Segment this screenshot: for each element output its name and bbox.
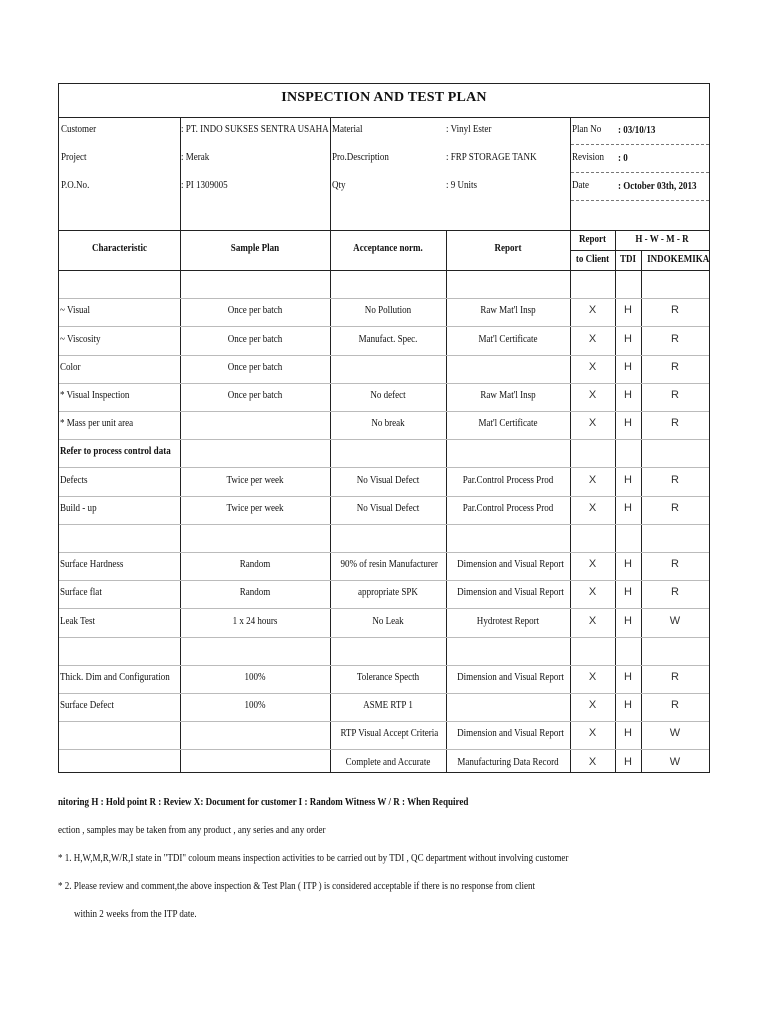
row-tdi: H <box>624 501 632 514</box>
row-indokemika: R <box>671 501 679 514</box>
row-sample-plan: 1 x 24 hours <box>232 614 278 627</box>
row-report: Mat'l Certificate <box>478 332 538 345</box>
row-report: Par.Control Process Prod <box>462 501 554 514</box>
row-characteristic: Surface flat <box>60 586 102 599</box>
row-report-to-client: X <box>588 755 597 768</box>
row-sample-plan: Once per batch <box>227 389 283 401</box>
col-report-client-1: Report <box>578 233 607 245</box>
row-characteristic: * Mass per unit area <box>60 417 134 430</box>
row-tdi: H <box>624 755 632 768</box>
row-sample-plan: 100% <box>244 671 266 683</box>
note-2: * 2. Please review and comment,the above inspection & Test Plan ( ITP ) is considered acceptable if there is no response from client <box>58 880 536 892</box>
row-indokemika: W <box>669 727 681 740</box>
row-tdi: H <box>624 389 632 401</box>
customer-label: Customer <box>61 123 97 135</box>
row-sample-plan: Twice per week <box>226 473 284 486</box>
row-report-to-client: X <box>588 586 597 599</box>
row-report-to-client: X <box>588 727 597 740</box>
row-characteristic: Surface Defect <box>60 699 114 712</box>
row-sample-plan: Random <box>239 586 271 599</box>
row-report: Dimension and Visual Report <box>457 671 564 683</box>
col-report: Report <box>494 242 522 254</box>
row-indokemika: R <box>671 473 679 486</box>
row-indokemika: W <box>669 755 681 768</box>
row-tdi: H <box>624 360 632 373</box>
row-tdi: H <box>624 304 632 317</box>
row-report-to-client: X <box>588 558 597 571</box>
note-1: * 1. H,W,M,R,W/R,I state in "TDI" coloum means inspection activities to be carried out by TDI , QC department without involving customer <box>58 852 569 864</box>
prodesc-label: Pro.Description <box>332 151 389 163</box>
row-report-to-client: X <box>588 360 597 373</box>
row-report: Dimension and Visual Report <box>457 727 564 740</box>
row-tdi: H <box>624 699 632 712</box>
row-acceptance: 90% of resin Manufacturer <box>340 558 438 571</box>
row-acceptance: Manufact. Spec. <box>358 332 418 345</box>
row-indokemika: R <box>671 671 679 683</box>
qty-value: : 9 Units <box>446 179 478 191</box>
row-indokemika: R <box>671 586 679 599</box>
row-indokemika: R <box>671 389 679 401</box>
row-report-to-client: X <box>588 332 597 345</box>
row-report: Dimension and Visual Report <box>457 558 564 571</box>
row-tdi: H <box>624 671 632 683</box>
row-indokemika: R <box>671 699 679 712</box>
material-value: : Vinyl Ester <box>446 123 492 135</box>
row-report: Raw Mat'l Insp <box>480 304 536 317</box>
row-report-to-client: X <box>588 614 597 627</box>
col-report-client-2: to Client <box>575 253 610 265</box>
row-characteristic: Surface Hardness <box>60 558 124 571</box>
row-characteristic: Refer to process control data <box>60 445 171 458</box>
row-report-to-client: X <box>588 671 597 683</box>
row-acceptance: No Pollution <box>364 304 412 317</box>
document-title: INSPECTION AND TEST PLAN <box>281 90 487 105</box>
qty-label: Qty <box>332 179 346 191</box>
row-characteristic: ~ Visual <box>60 304 90 317</box>
legend-line: nitoring H : Hold point R : Review X: Document for customer I : Random Witness W / R : When Required <box>58 796 469 808</box>
project-label: Project <box>61 151 87 163</box>
row-acceptance: No break <box>371 417 405 430</box>
row-sample-plan: Twice per week <box>226 501 284 514</box>
row-tdi: H <box>624 586 632 599</box>
row-characteristic: Defects <box>60 473 88 486</box>
row-report-to-client: X <box>588 473 597 486</box>
row-characteristic: Thick. Dim and Configuration <box>60 671 170 683</box>
row-acceptance: ASME RTP 1 <box>363 699 413 712</box>
row-report: Par.Control Process Prod <box>462 473 554 486</box>
row-tdi: H <box>624 614 632 627</box>
row-indokemika: R <box>671 417 679 430</box>
row-report: Raw Mat'l Insp <box>480 389 536 401</box>
row-acceptance: appropriate SPK <box>358 586 418 599</box>
planno-label: Plan No <box>572 123 602 135</box>
row-report-to-client: X <box>588 304 597 317</box>
row-tdi: H <box>624 727 632 740</box>
row-acceptance: No Leak <box>372 614 404 627</box>
po-value: : PI 1309005 <box>181 179 228 191</box>
row-indokemika: R <box>671 558 679 571</box>
col-hwmr: H - W - M - R <box>635 233 689 245</box>
col-sample-plan: Sample Plan <box>230 242 280 254</box>
row-report: Manufacturing Data Record <box>457 755 559 768</box>
row-tdi: H <box>624 558 632 571</box>
date-label: Date <box>572 179 590 191</box>
row-report-to-client: X <box>588 699 597 712</box>
col-characteristic: Characteristic <box>91 242 148 254</box>
row-tdi: H <box>624 332 632 345</box>
material-label: Material <box>332 123 363 135</box>
row-indokemika: R <box>671 304 679 317</box>
row-acceptance: Tolerance Specth <box>356 671 420 683</box>
row-tdi: H <box>624 473 632 486</box>
row-report-to-client: X <box>588 417 597 430</box>
revision-value: : 0 <box>618 152 628 164</box>
row-characteristic: Color <box>60 360 81 373</box>
col-indokemika: INDOKEMIKA <box>647 253 710 265</box>
date-value: : October 03th, 2013 <box>618 180 697 192</box>
col-acceptance: Acceptance norm. <box>353 242 423 254</box>
row-sample-plan: 100% <box>244 699 266 712</box>
row-report-to-client: X <box>588 501 597 514</box>
row-indokemika: W <box>669 614 681 627</box>
itp-sheet <box>58 83 710 773</box>
planno-value: : 03/10/13 <box>618 124 656 136</box>
row-sample-plan: Once per batch <box>227 332 283 345</box>
row-indokemika: R <box>671 332 679 345</box>
row-characteristic: * Visual Inspection <box>60 389 130 401</box>
row-report: Mat'l Certificate <box>478 417 538 430</box>
row-report: Dimension and Visual Report <box>457 586 564 599</box>
row-indokemika: R <box>671 360 679 373</box>
row-report: Hydrotest Report <box>476 614 540 627</box>
row-characteristic: ~ Viscosity <box>60 332 101 345</box>
row-characteristic: Leak Test <box>60 614 96 627</box>
row-acceptance: Complete and Accurate <box>345 755 431 768</box>
row-acceptance: No Visual Defect <box>356 501 420 514</box>
row-tdi: H <box>624 417 632 430</box>
row-characteristic: Build - up <box>60 501 97 514</box>
po-label: P.O.No. <box>61 179 90 191</box>
col-tdi: TDI <box>619 253 637 265</box>
row-sample-plan: Once per batch <box>227 360 283 373</box>
row-report-to-client: X <box>588 389 597 401</box>
row-acceptance: RTP Visual Accept Criteria <box>340 727 439 740</box>
row-acceptance: No Visual Defect <box>356 473 420 486</box>
customer-value: : PT. INDO SUKSES SENTRA USAHA <box>181 123 329 135</box>
row-acceptance: No defect <box>370 389 406 401</box>
row-sample-plan: Random <box>239 558 271 571</box>
revision-label: Revision <box>572 151 605 163</box>
project-value: : Merak <box>181 151 210 163</box>
note-sampling: ection , samples may be taken from any product , any series and any order <box>58 824 326 836</box>
row-sample-plan: Once per batch <box>227 304 283 317</box>
prodesc-value: : FRP STORAGE TANK <box>446 151 537 163</box>
note-3: within 2 weeks from the ITP date. <box>74 908 197 920</box>
